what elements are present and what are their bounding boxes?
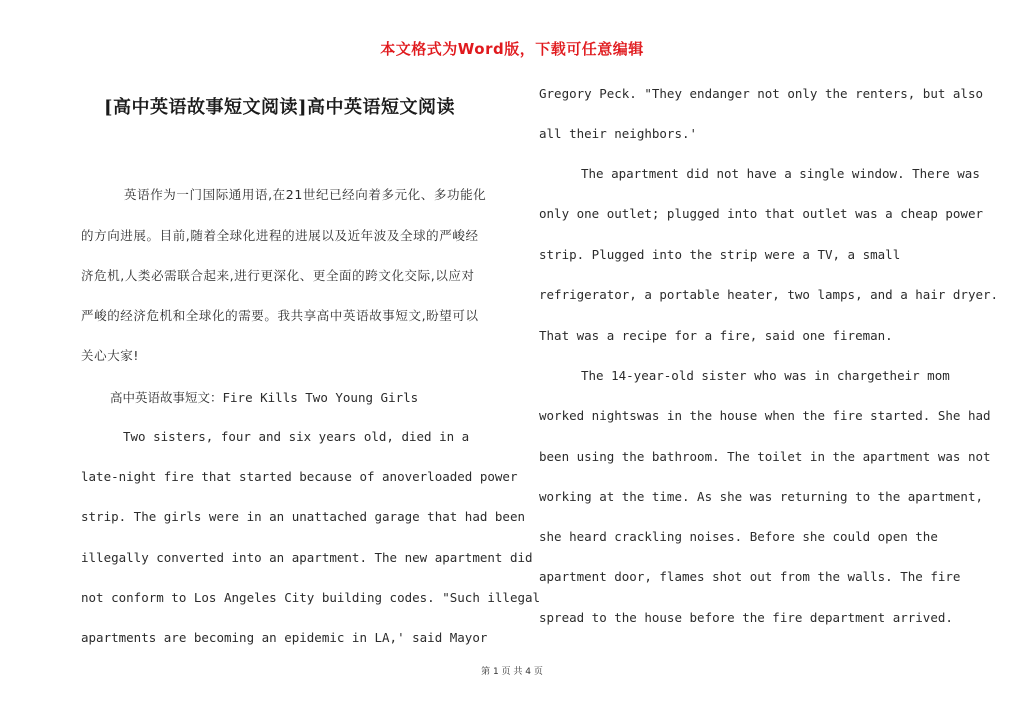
right-line-13: apartment door, flames shot out from the walls. The fire (539, 569, 961, 584)
left-line-12: apartments are becoming an epidemic in LA,' said Mayor (81, 630, 488, 645)
right-line-1: Gregory Peck. "They endanger not only the renters, but also (539, 86, 984, 101)
left-line-8: late-night fire that started because of anoverloaded power (81, 469, 518, 484)
right-line-10: been using the bathroom. The toilet in the apartment was not (539, 449, 991, 464)
left-line-1: 英语作为一门国际通用语,在21世纪已经向着多元化、多功能化 (124, 187, 487, 202)
right-line-5: strip. Plugged into the strip were a TV, a small (539, 247, 901, 262)
right-line-12: she heard crackling noises. Before she could open the (539, 529, 938, 544)
right-line-6: refrigerator, a portable heater, two lamps, and a hair dryer. (539, 287, 999, 302)
left-line-4: 严峻的经济危机和全球化的需要。我共享高中英语故事短文,盼望可以 (81, 308, 479, 323)
left-line-5: 关心大家! (81, 348, 140, 363)
right-line-3: The apartment did not have a single window. There was (581, 166, 980, 181)
article-title: [高中英语故事短文阅读]高中英语短文阅读 (104, 97, 456, 118)
left-line-7: Two sisters, four and six years old, died in a (123, 429, 470, 444)
right-line-9: worked nightswas in the house when the fire started. She had (539, 408, 991, 423)
story-heading: 高中英语故事短文：Fire Kills Two Young Girls (110, 390, 419, 405)
right-line-8: The 14-year-old sister who was in chargetheir mom (581, 368, 950, 383)
document-banner: 本文格式为Word版，下载可任意编辑 (380, 40, 644, 58)
left-line-10: illegally converted into an apartment. The new apartment did (81, 550, 533, 565)
right-line-14: spread to the house before the fire department arrived. (539, 610, 953, 625)
right-line-7: That was a recipe for a fire, said one fireman. (539, 328, 893, 343)
right-line-2: all their neighbors.' (539, 126, 698, 141)
left-line-9: strip. The girls were in an unattached garage that had been (81, 509, 526, 524)
page-footer: 第 1 页 共 4 页 (481, 667, 543, 677)
left-line-2: 的方向进展。目前,随着全球化进程的进展以及近年波及全球的严峻经 (81, 228, 479, 243)
right-line-11: working at the time. As she was returning to the apartment, (539, 489, 984, 504)
right-line-4: only one outlet; plugged into that outlet was a cheap power (539, 206, 984, 221)
left-line-11: not conform to Los Angeles City building codes. "Such illegal (81, 590, 541, 605)
left-line-3: 济危机,人类必需联合起来,进行更深化、更全面的跨文化交际,以应对 (81, 268, 475, 283)
